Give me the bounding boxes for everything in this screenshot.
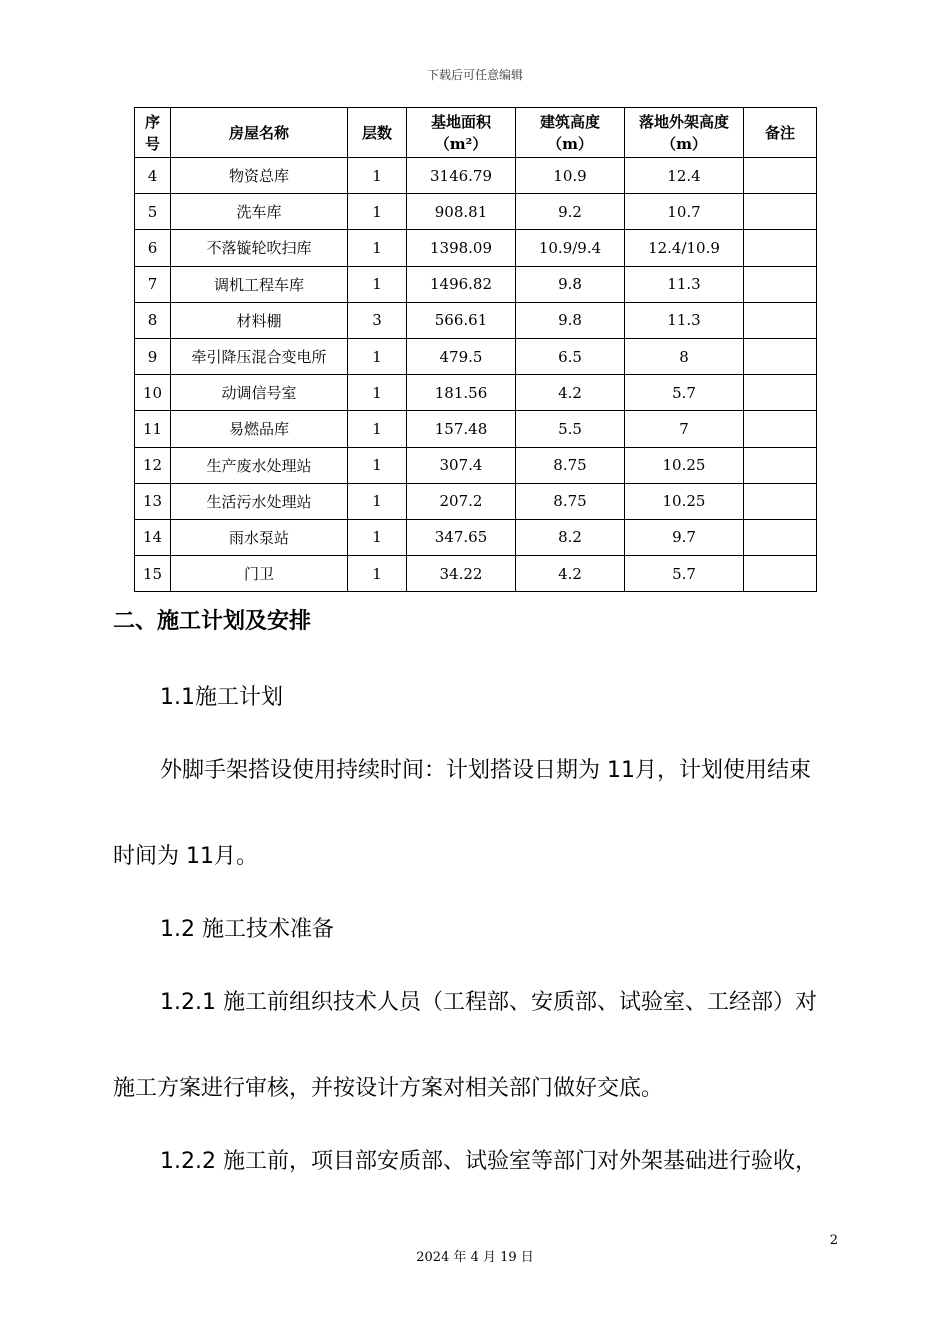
cell-scaffold-height: 10.7	[625, 194, 744, 230]
cell-floors: 1	[348, 519, 407, 555]
cell-index: 11	[135, 411, 171, 447]
building-table	[134, 107, 817, 592]
cell-height: 5.5	[516, 411, 625, 447]
table-row	[135, 556, 817, 592]
cell-remarks	[744, 483, 817, 519]
cell-index: 12	[135, 447, 171, 483]
cell-remarks	[744, 302, 817, 338]
cell-floors: 1	[348, 375, 407, 411]
cell-height: 9.8	[516, 302, 625, 338]
cell-index: 5	[135, 194, 171, 230]
page-number: 2	[829, 1233, 838, 1248]
cell-index: 8	[135, 302, 171, 338]
table-row	[135, 375, 817, 411]
cell-name: 生产废水处理站	[171, 447, 348, 483]
table-row	[135, 483, 817, 519]
cell-area: 307.4	[407, 447, 516, 483]
cell-remarks	[744, 338, 817, 374]
cell-area: 479.5	[407, 338, 516, 374]
cell-remarks	[744, 411, 817, 447]
col-header-height: 建筑高度 （m）	[516, 108, 625, 158]
paragraph-line: 外脚手架搭设使用持续时间：计划搭设日期为 11月，计划使用结束	[160, 758, 811, 783]
table-header-row	[135, 108, 817, 158]
cell-remarks	[744, 556, 817, 592]
cell-name: 动调信号室	[171, 375, 348, 411]
cell-floors: 1	[348, 556, 407, 592]
paragraph-line: 施工方案进行审核，并按设计方案对相关部门做好交底。	[113, 1076, 664, 1101]
col-header-floors: 层数	[348, 108, 407, 158]
cell-index: 10	[135, 375, 171, 411]
col-header-area: 基地面积 （m²）	[407, 108, 516, 158]
cell-name: 材料棚	[171, 302, 348, 338]
table-row	[135, 302, 817, 338]
cell-name: 门卫	[171, 556, 348, 592]
cell-index: 13	[135, 483, 171, 519]
paragraph-line: 1.2.2 施工前，项目部安质部、试验室等部门对外架基础进行验收，	[160, 1149, 817, 1174]
cell-height: 8.2	[516, 519, 625, 555]
cell-index: 7	[135, 266, 171, 302]
cell-scaffold-height: 10.25	[625, 447, 744, 483]
cell-scaffold-height: 8	[625, 338, 744, 374]
paragraph-line: 时间为 11月。	[113, 844, 258, 869]
cell-index: 4	[135, 158, 171, 194]
col-header-remarks: 备注	[744, 108, 817, 158]
cell-area: 1496.82	[407, 266, 516, 302]
cell-area: 908.81	[407, 194, 516, 230]
cell-area: 34.22	[407, 556, 516, 592]
cell-index: 15	[135, 556, 171, 592]
cell-area: 207.2	[407, 483, 516, 519]
cell-floors: 1	[348, 411, 407, 447]
cell-index: 9	[135, 338, 171, 374]
cell-floors: 3	[348, 302, 407, 338]
table-row	[135, 519, 817, 555]
cell-remarks	[744, 519, 817, 555]
cell-floors: 1	[348, 483, 407, 519]
cell-remarks	[744, 447, 817, 483]
cell-name: 不落镟轮吹扫库	[171, 230, 348, 266]
cell-name: 牵引降压混合变电所	[171, 338, 348, 374]
page-header: 下载后可任意编辑	[426, 68, 523, 82]
table-row	[135, 158, 817, 194]
cell-name: 物资总库	[171, 158, 348, 194]
cell-height: 4.2	[516, 556, 625, 592]
cell-area: 157.48	[407, 411, 516, 447]
page-footer-date: 2024 年 4 月 19 日	[416, 1250, 534, 1265]
cell-floors: 1	[348, 338, 407, 374]
table-row	[135, 338, 817, 374]
cell-height: 9.8	[516, 266, 625, 302]
col-header-index: 序 号	[135, 108, 171, 158]
cell-scaffold-height: 9.7	[625, 519, 744, 555]
table-row	[135, 194, 817, 230]
cell-area: 347.65	[407, 519, 516, 555]
cell-floors: 1	[348, 158, 407, 194]
cell-index: 14	[135, 519, 171, 555]
table-row	[135, 230, 817, 266]
cell-scaffold-height: 7	[625, 411, 744, 447]
cell-area: 181.56	[407, 375, 516, 411]
table-row	[135, 411, 817, 447]
table-row	[135, 447, 817, 483]
cell-scaffold-height: 5.7	[625, 375, 744, 411]
subsection-1-2: 1.2 施工技术准备	[160, 917, 334, 942]
cell-name: 生活污水处理站	[171, 483, 348, 519]
cell-height: 9.2	[516, 194, 625, 230]
cell-remarks	[744, 375, 817, 411]
cell-height: 4.2	[516, 375, 625, 411]
table-row	[135, 266, 817, 302]
cell-area: 3146.79	[407, 158, 516, 194]
cell-floors: 1	[348, 447, 407, 483]
cell-name: 调机工程车库	[171, 266, 348, 302]
subsection-1-1: 1.1施工计划	[160, 685, 283, 710]
cell-scaffold-height: 5.7	[625, 556, 744, 592]
cell-floors: 1	[348, 266, 407, 302]
cell-height: 8.75	[516, 483, 625, 519]
cell-name: 洗车库	[171, 194, 348, 230]
cell-name: 易燃品库	[171, 411, 348, 447]
cell-scaffold-height: 11.3	[625, 266, 744, 302]
col-header-name: 房屋名称	[171, 108, 348, 158]
cell-remarks	[744, 158, 817, 194]
cell-scaffold-height: 10.25	[625, 483, 744, 519]
cell-floors: 1	[348, 230, 407, 266]
cell-height: 10.9/9.4	[516, 230, 625, 266]
cell-remarks	[744, 230, 817, 266]
cell-remarks	[744, 266, 817, 302]
cell-floors: 1	[348, 194, 407, 230]
cell-area: 566.61	[407, 302, 516, 338]
cell-scaffold-height: 11.3	[625, 302, 744, 338]
cell-scaffold-height: 12.4/10.9	[625, 230, 744, 266]
cell-index: 6	[135, 230, 171, 266]
section-title: 二、施工计划及安排	[113, 609, 312, 634]
cell-area: 1398.09	[407, 230, 516, 266]
cell-height: 10.9	[516, 158, 625, 194]
cell-name: 雨水泵站	[171, 519, 348, 555]
cell-scaffold-height: 12.4	[625, 158, 744, 194]
cell-height: 6.5	[516, 338, 625, 374]
paragraph-line: 1.2.1 施工前组织技术人员（工程部、安质部、试验室、工经部）对	[160, 990, 817, 1015]
col-header-scaffold-height: 落地外架高度 （m）	[625, 108, 744, 158]
cell-height: 8.75	[516, 447, 625, 483]
cell-remarks	[744, 194, 817, 230]
